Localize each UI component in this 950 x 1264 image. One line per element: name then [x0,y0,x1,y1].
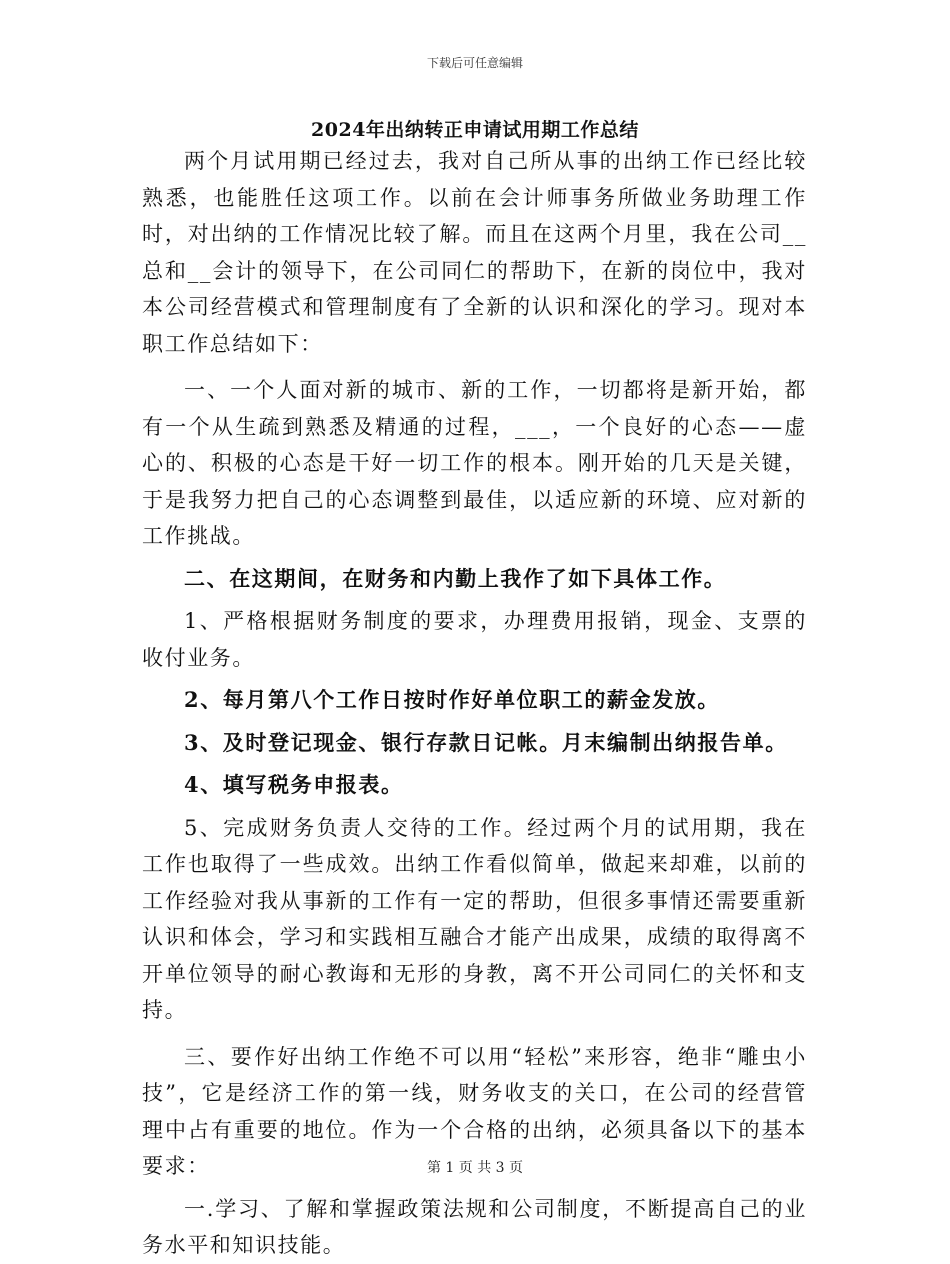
document-body [142,143,807,1264]
paragraph-item-1: 1、严格根据财务制度的要求，办理费用报销，现金、支票的收付业务。 [142,609,807,670]
document-title: 2024年出纳转正申请试用期工作总结 [311,119,639,141]
paragraph-item-3: 3、及时登记现金、银行存款日记帐。月末编制出纳报告单。 [184,729,788,755]
paragraph-section-3-point-1: 一.学习、了解和掌握政策法规和公司制度，不断提高自己的业务水平和知识技能。 [142,1196,807,1257]
paragraph-item-5: 5、完成财务负责人交待的工作。经过两个月的试用期，我在工作也取得了一些成效。出纳工作看似简单，做起来却难，以前的工作经验对我从事新的工作有一定的帮助，但很多事情还需要重新认识和体会，学习和实践相互融合才能产出成果，成绩的取得离不开单位领导的耐心教诲和无形的身教，离不开公司同仁的关怀和支持。 [142,815,807,1022]
paragraph-item-2: 2、每月第八个工作日按时作好单位职工的薪金发放。 [184,687,721,712]
paragraph-item-4: 4、填写税务申报表。 [184,772,404,797]
paragraph-section-3: 三、要作好出纳工作绝不可以用“轻松”来形容，绝非“雕虫小技”，它是经济工作的第一线，财务收支的关口，在公司的经营管理中占有重要的地位。作为一个合格的出纳，必须具备以下的基本要求： [142,1044,807,1178]
header-note: 下载后可任意编辑 [426,56,523,70]
paragraph-section-1: 一、一个人面对新的城市、新的工作，一切都将是新开始，都有一个从生疏到熟悉及精通的过程，___，一个良好的心态——虚心的、积极的心态是干好一切工作的根本。刚开始的几天是关键，于是我努力把自己的心态调整到最佳，以适应新的环境、应对新的工作挑战。 [142,378,807,548]
paragraph-intro: 两个月试用期已经过去，我对自己所从事的出纳工作已经比较熟悉，也能胜任这项工作。以前在会计师事务所做业务助理工作时，对出纳的工作情况比较了解。而且在这两个月里，我在公司__总和__会计的领导下，在公司同仁的帮助下，在新的岗位中，我对本公司经营模式和管理制度有了全新的认识和深化的学习。现对本职工作总结如下： [142,149,807,356]
paragraph-section-2-heading: 二、在这期间，在财务和内勤上我作了如下具体工作。 [184,565,727,591]
page-indicator: 第 1 页 共 3 页 [426,1160,524,1176]
